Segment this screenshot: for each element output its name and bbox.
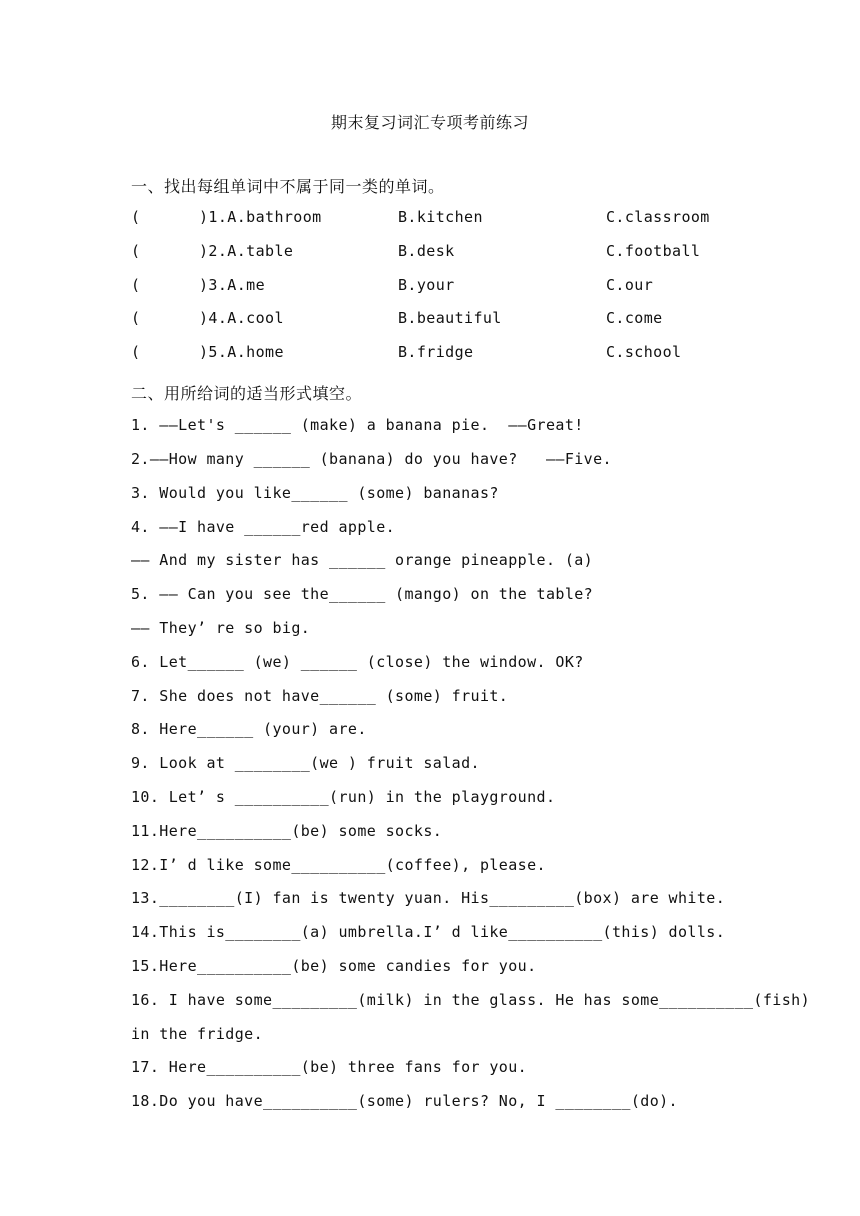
fill-line-7: —— They’ re so big. [131,619,311,637]
option-a: )2.A.table [199,242,294,260]
option-c: C.football [606,242,701,260]
question-row-5 [131,342,771,364]
fill-line-9: 7. She does not have______ (some) fruit. [131,687,509,705]
option-b: B.kitchen [398,208,483,226]
fill-line-18: 16. I have some_________(milk) in the glass. He has some__________(fish) [131,991,811,1009]
answer-bracket: ( [131,343,141,361]
fill-line-12: 10. Let’ s __________(run) in the playground. [131,788,556,806]
fill-line-17: 15.Here__________(be) some candies for you. [131,957,537,975]
option-a: )4.A.cool [199,309,284,327]
option-a: )1.A.bathroom [199,208,322,226]
option-a: )5.A.home [199,343,284,361]
fill-line-11: 9. Look at ________(we ) fruit salad. [131,754,480,772]
option-c: C.come [606,309,663,327]
fill-line-4: 4. ——I have ______red apple. [131,518,396,536]
page-title: 期末复习词汇专项考前练习 [330,113,529,132]
option-c: C.our [606,276,654,294]
section-1-heading: 一、找出每组单词中不属于同一类的单词。 [131,177,445,196]
fill-line-10: 8. Here______ (your) are. [131,720,367,738]
question-row-2 [131,241,771,263]
option-b: B.desk [398,242,455,260]
fill-line-3: 3. Would you like______ (some) bananas? [131,484,499,502]
fill-line-8: 6. Let______ (we) ______ (close) the window. OK? [131,653,584,671]
option-c: C.school [606,343,682,361]
fill-line-13: 11.Here__________(be) some socks. [131,822,443,840]
answer-bracket: ( [131,309,141,327]
question-row-4 [131,308,771,330]
fill-line-20: 17. Here__________(be) three fans for you. [131,1058,528,1076]
option-b: B.beautiful [398,309,502,327]
fill-line-1: 1. ——Let's ______ (make) a banana pie. ——Great! [131,416,584,434]
answer-bracket: ( [131,276,141,294]
fill-line-15: 13.________(I) fan is twenty yuan. His_________(box) are white. [131,889,726,907]
option-b: B.your [398,276,455,294]
fill-line-5: —— And my sister has ______ orange pineapple. (a) [131,551,594,569]
option-a: )3.A.me [199,276,266,294]
option-b: B.fridge [398,343,474,361]
fill-line-6: 5. —— Can you see the______ (mango) on the table? [131,585,594,603]
fill-line-21: 18.Do you have__________(some) rulers? No, I ________(do). [131,1092,678,1110]
fill-line-14: 12.I’ d like some__________(coffee), please. [131,856,546,874]
fill-line-16: 14.This is________(a) umbrella.I’ d like__________(this) dolls. [131,923,726,941]
option-c: C.classroom [606,208,710,226]
section-2-heading: 二、用所给词的适当形式填空。 [131,384,363,403]
answer-bracket: ( [131,208,141,226]
question-row-1 [131,207,771,229]
question-row-3 [131,275,771,297]
fill-line-2: 2.——How many ______ (banana) do you have? ——Five. [131,450,612,468]
fill-line-19: in the fridge. [131,1025,264,1043]
answer-bracket: ( [131,242,141,260]
